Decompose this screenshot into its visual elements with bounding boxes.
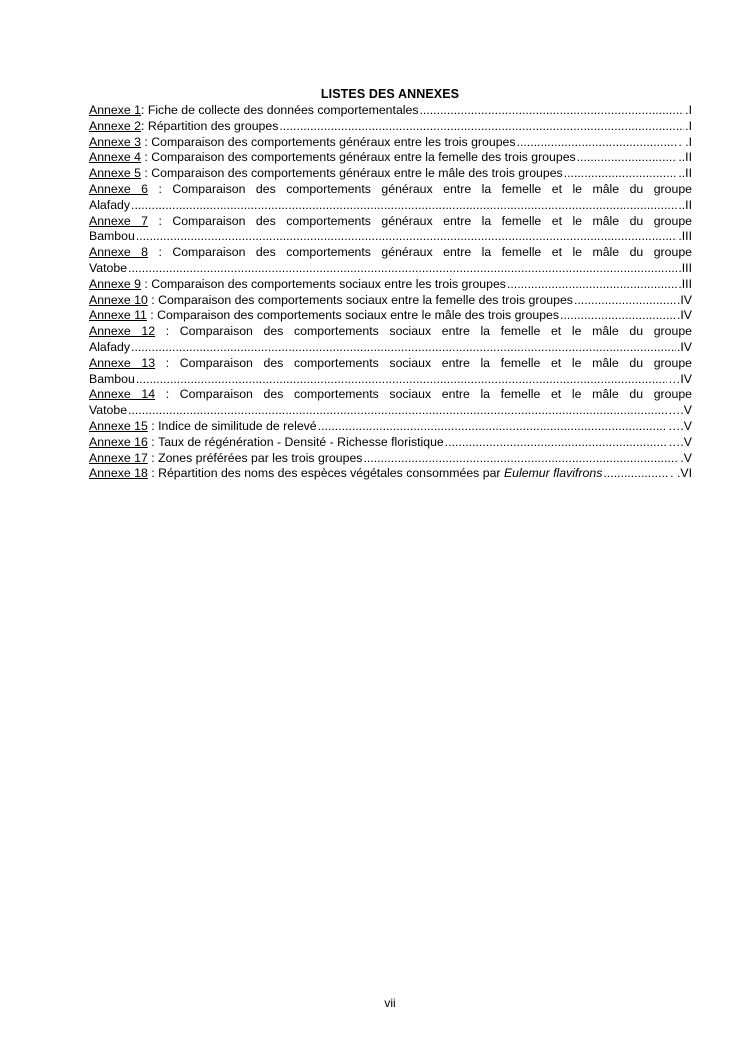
leader-dots xyxy=(363,451,679,467)
leader-dots xyxy=(445,435,667,451)
annex-page: ..II xyxy=(678,150,692,165)
annex-page: .III xyxy=(678,229,692,244)
annex-separator: : xyxy=(148,213,173,228)
annex-description: Comparaison des comportements généraux entre les trois groupes xyxy=(151,134,516,149)
annex-page: ..II xyxy=(678,166,692,181)
annex-entry-12[interactable] xyxy=(89,324,692,356)
annex-page: ….V xyxy=(668,418,692,433)
annex-entry-11[interactable] xyxy=(89,308,692,324)
annex-label[interactable]: Annexe 4 xyxy=(89,150,141,165)
annex-description: Comparaison des comportements sociaux entre la femelle des trois groupes xyxy=(158,292,573,307)
annex-entry-10[interactable] xyxy=(89,293,692,309)
annex-page: . .I xyxy=(678,134,692,149)
annex-label[interactable]: Annexe 8 xyxy=(89,245,148,260)
annex-description: Comparaison des comportements généraux entre la femelle et le mâle du groupe xyxy=(172,181,692,196)
annex-description: Comparaison des comportements sociaux entre le mâle des trois groupes xyxy=(157,308,560,323)
annex-entry-4[interactable] xyxy=(89,150,692,166)
annex-label[interactable]: Annexe 13 xyxy=(89,355,156,370)
annex-page: .IV xyxy=(676,339,692,354)
annex-label[interactable]: Annexe 12 xyxy=(89,324,156,339)
annex-label[interactable]: Annexe 6 xyxy=(89,181,148,196)
annex-label[interactable]: Annexe 3 xyxy=(89,134,141,149)
annex-description: Répartition des groupes xyxy=(147,118,279,133)
annex-page: .III xyxy=(678,276,692,291)
annex-label[interactable]: Annexe 2 xyxy=(89,118,141,133)
annex-label[interactable]: Annexe 10 xyxy=(89,292,148,307)
annex-description: Comparaison des comportements sociaux entre la femelle et le mâle du groupe xyxy=(179,324,692,339)
annex-label[interactable]: Annexe 15 xyxy=(89,418,148,433)
annex-description-continued: Alafady xyxy=(89,197,131,212)
annex-entry-5[interactable] xyxy=(89,166,692,182)
annex-entry-1[interactable] xyxy=(89,103,692,119)
annex-separator: : xyxy=(147,450,159,465)
annex-separator: : xyxy=(140,166,152,181)
leader-dots xyxy=(131,340,676,356)
annex-entry-16[interactable] xyxy=(89,435,692,451)
annex-description: Comparaison des comportements généraux entre le mâle des trois groupes xyxy=(151,166,563,181)
annex-entry-9[interactable] xyxy=(89,277,692,293)
annex-label[interactable]: Annexe 16 xyxy=(89,434,148,449)
annex-separator: : xyxy=(146,308,158,323)
annex-label[interactable]: Annexe 1 xyxy=(89,103,141,117)
leader-dots xyxy=(128,261,677,277)
leader-dots xyxy=(507,277,677,293)
annex-separator: : xyxy=(140,276,152,291)
leader-dots xyxy=(131,198,677,214)
annex-page: .IV xyxy=(676,308,692,323)
leader-dots xyxy=(136,372,667,388)
annex-label[interactable]: Annexe 7 xyxy=(89,213,148,228)
annex-page: ….V xyxy=(668,403,692,418)
annex-description: Comparaison des comportements généraux entre la femelle et le mâle du groupe xyxy=(172,213,692,228)
annex-entry-2[interactable] xyxy=(89,119,692,135)
annex-separator: : xyxy=(147,418,159,433)
annex-description-continued: Bambou xyxy=(89,229,135,244)
annex-page: . .VI xyxy=(670,466,692,481)
annex-description: Indice de similitude de relevé xyxy=(158,418,317,433)
annex-page: .IV xyxy=(676,292,692,307)
leader-dots xyxy=(279,119,684,135)
leader-dots xyxy=(603,466,669,482)
annex-separator: : xyxy=(140,134,152,149)
annex-separator: : xyxy=(148,245,173,260)
leader-dots xyxy=(574,293,676,309)
annex-label[interactable]: Annexe 18 xyxy=(89,466,148,481)
annex-separator: : xyxy=(155,355,180,370)
annex-entry-13[interactable] xyxy=(89,356,692,388)
leader-dots xyxy=(318,419,667,435)
annex-description-continued: Vatobe xyxy=(89,403,128,418)
annex-page: .III xyxy=(678,260,692,275)
leader-dots xyxy=(517,135,678,151)
annex-entry-7[interactable] xyxy=(89,214,692,246)
annex-separator: : xyxy=(147,434,159,449)
annex-separator: : xyxy=(147,292,159,307)
annex-description-continued: Bambou xyxy=(89,371,135,386)
page-number: vii xyxy=(384,996,396,1010)
annex-label[interactable]: Annexe 14 xyxy=(89,387,156,402)
annex-page: .V xyxy=(680,450,692,465)
annex-separator: : xyxy=(140,118,148,133)
species-name: Eulemur flavifrons xyxy=(503,466,603,481)
annex-separator: : xyxy=(155,387,180,402)
annex-separator: : xyxy=(155,324,180,339)
annex-entry-3[interactable] xyxy=(89,135,692,151)
annex-page: ….V xyxy=(668,434,692,449)
annex-description: Comparaison des comportements sociaux entre la femelle et le mâle du groupe xyxy=(179,387,692,402)
annex-description-continued: Vatobe xyxy=(89,260,128,275)
annex-entry-18[interactable] xyxy=(89,466,692,482)
annex-description: Comparaison des comportements sociaux entre la femelle et le mâle du groupe xyxy=(179,355,692,370)
annex-description: Comparaison des comportements sociaux entre les trois groupes xyxy=(151,276,506,291)
leader-dots xyxy=(136,229,678,245)
annex-description: Fiche de collecte des données comportementales xyxy=(147,103,419,117)
leader-dots xyxy=(564,166,678,182)
annex-description: Taux de régénération - Densité - Richesse floristique xyxy=(158,434,444,449)
annex-entry-6[interactable] xyxy=(89,182,692,214)
leader-dots xyxy=(128,403,667,419)
annex-description: Comparaison des comportements généraux entre la femelle des trois groupes xyxy=(151,150,576,165)
annex-page: .I xyxy=(685,103,692,117)
annex-description: Comparaison des comportements généraux entre la femelle et le mâle du groupe xyxy=(172,245,692,260)
page-title: LISTES DES ANNEXES xyxy=(320,87,460,101)
annex-separator: : xyxy=(140,150,152,165)
annex-description-continued: Alafady xyxy=(89,339,131,354)
annex-description: Zones préférées par les trois groupes xyxy=(158,450,363,465)
annex-separator: : xyxy=(148,181,173,196)
annex-entry-14[interactable] xyxy=(89,387,692,419)
annex-label[interactable]: Annexe 17 xyxy=(89,450,148,465)
annex-entry-8[interactable] xyxy=(89,245,692,277)
annex-separator: : xyxy=(140,103,148,117)
annex-list xyxy=(89,103,692,482)
leader-dots xyxy=(420,103,685,119)
annex-entry-17[interactable] xyxy=(89,451,692,467)
annex-separator: : xyxy=(147,466,159,481)
annex-entry-15[interactable] xyxy=(89,419,692,435)
annex-description: Répartition des noms des espèces végétales consommées par xyxy=(158,466,504,481)
annex-page: …IV xyxy=(668,371,692,386)
annex-label[interactable]: Annexe 11 xyxy=(89,308,147,323)
annex-page: ..II xyxy=(678,197,692,212)
leader-dots xyxy=(577,150,678,166)
annex-label[interactable]: Annexe 9 xyxy=(89,276,141,291)
annex-page: .I xyxy=(685,118,692,133)
annex-label[interactable]: Annexe 5 xyxy=(89,166,141,181)
leader-dots xyxy=(560,308,676,324)
